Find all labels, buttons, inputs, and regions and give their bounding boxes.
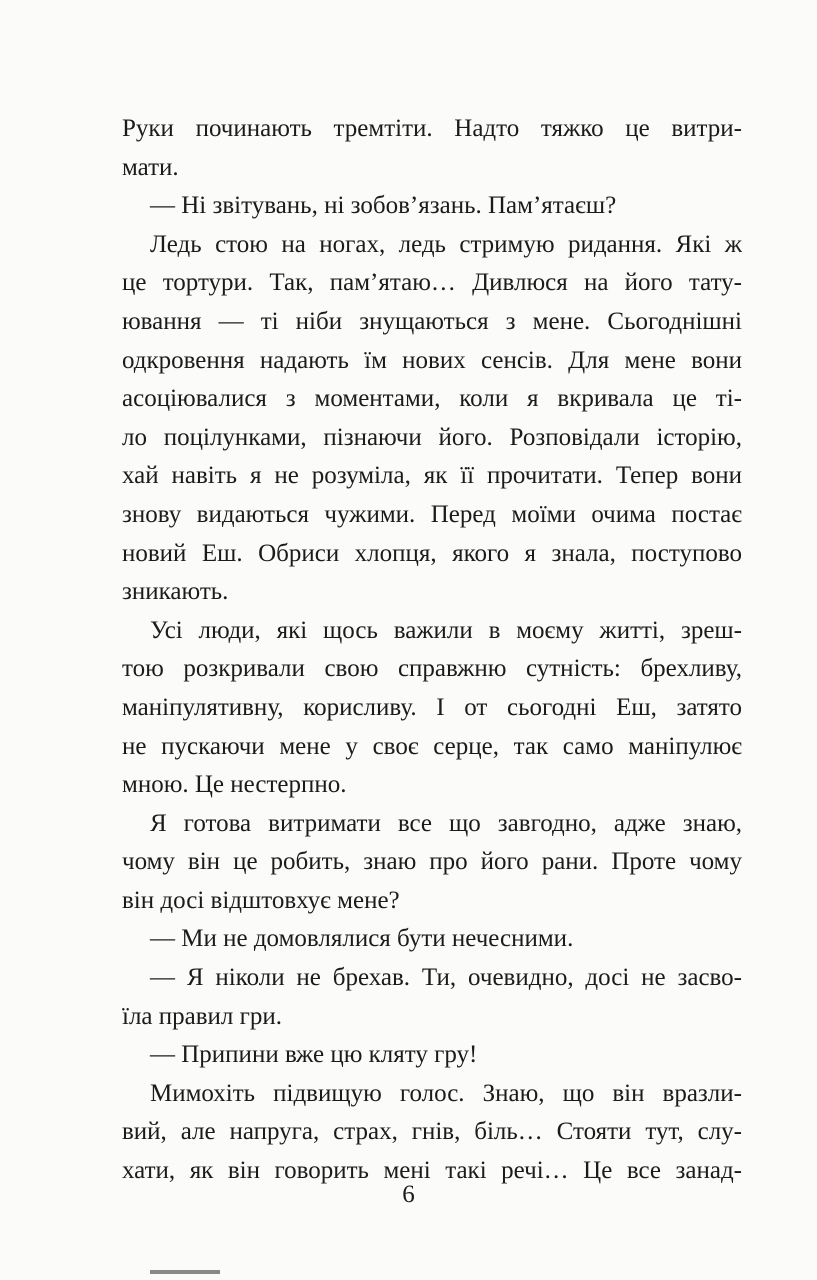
- text-line: ло поцілунками, пізнаючи його. Розповідали історію,: [122, 423, 742, 451]
- text-line: не пускаючи мене у своє серце, так само маніпулює: [122, 732, 742, 760]
- text-line: це тортури. Так, пам’ятаю… Дивлюся на його тату-: [122, 269, 742, 297]
- text-line: зникають.: [122, 578, 229, 606]
- text-line: знову видаються чужими. Перед моїми очима постає: [122, 500, 742, 528]
- page-number: 6: [402, 1181, 415, 1208]
- text-line: Мимохіть підвищую голос. Знаю, що він вразли-: [150, 1079, 742, 1107]
- text-line: хати, як він говорить мені такі речі… Це все занад-: [122, 1157, 742, 1185]
- text-line: мною. Це нестерпно.: [122, 771, 347, 799]
- text-line: — Ми не домовлялися бути нечесними.: [150, 925, 574, 953]
- text-line: — Ні звітувань, ні зобов’язань. Пам’ятаєш?: [150, 192, 617, 220]
- text-line: Руки починають тремтіти. Надто тяжко це витри-: [122, 115, 742, 142]
- text-line: він досі відштовхує мене?: [122, 886, 400, 914]
- text-line: чому він це робить, знаю про його рани. Проте чому: [122, 848, 742, 876]
- text-line: Усі люди, які щось важили в моєму житті, зреш-: [150, 616, 742, 644]
- text-line: вий, але напруга, страх, гнів, біль… Стояти тут, слу-: [122, 1118, 742, 1146]
- text-line: ювання — ті ніби знущаються з мене. Сьогоднішні: [122, 307, 742, 335]
- text-line: новий Еш. Обриси хлопця, якого я знала, поступово: [122, 539, 742, 567]
- text-line: асоціювалися з моментами, коли я вкривала це ті-: [122, 385, 742, 413]
- text-line: одкровення надають їм нових сенсів. Для мене вони: [122, 346, 742, 374]
- text-line: — Я ніколи не брехав. Ти, очевидно, досі не засво-: [150, 964, 742, 992]
- text-line: мати.: [122, 153, 179, 181]
- text-line: Ледь стою на ногах, ледь стримую ридання. Які ж: [150, 230, 742, 258]
- bottom-edge-mark: [150, 1270, 220, 1274]
- body-text: [122, 110, 742, 1191]
- text-line: їла правил гри.: [122, 1002, 283, 1030]
- text-line: хай навіть я не розуміла, як її прочитати. Тепер вони: [122, 462, 742, 490]
- text-line: — Припини вже цю кляту гру!: [150, 1041, 478, 1069]
- text-line: тою розкривали свою справжню сутність: брехливу,: [122, 655, 742, 683]
- text-line: маніпулятивну, корисливу. І от сьогодні Еш, затято: [122, 693, 742, 721]
- text-line: Я готова витримати все що завгодно, адже знаю,: [150, 809, 742, 837]
